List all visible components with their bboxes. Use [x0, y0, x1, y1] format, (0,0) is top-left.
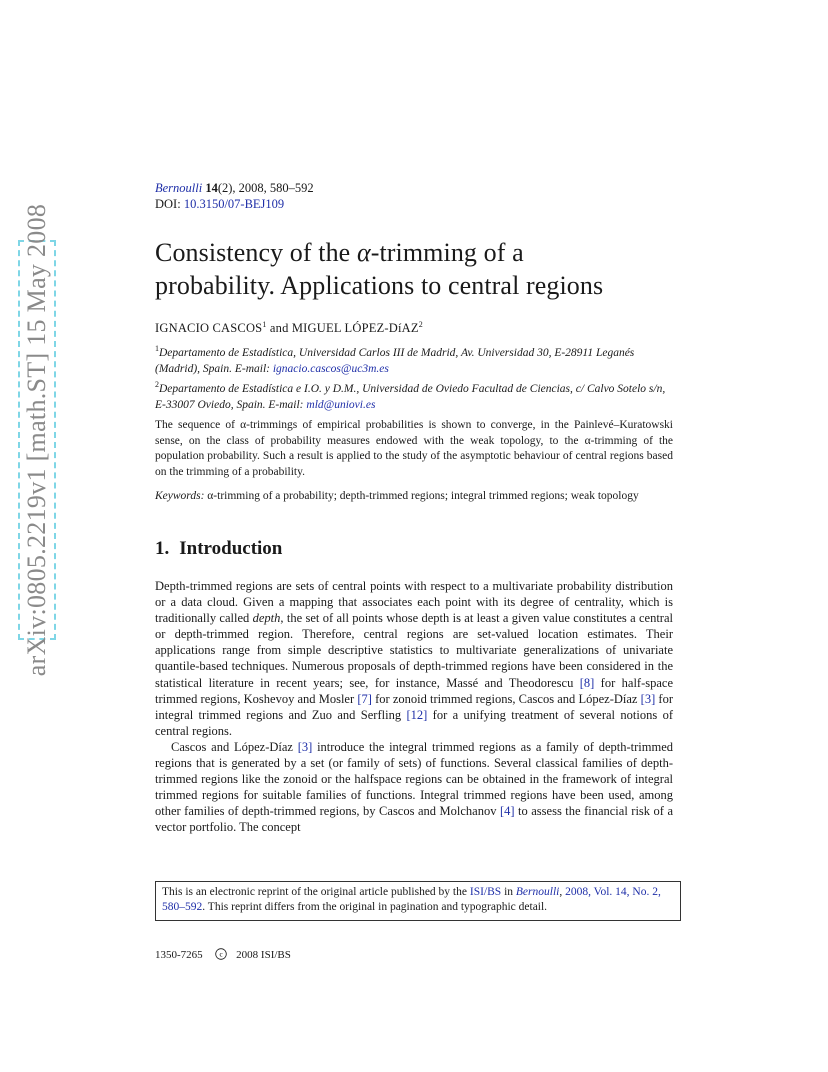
citation-link[interactable]: [8]: [579, 675, 595, 690]
keywords: [155, 489, 673, 505]
page-footer: [155, 948, 291, 961]
issn: 1350-7265: [155, 949, 203, 961]
paper-title: Consistency of the α-trimming of a probability. Applications to central regions: [155, 238, 604, 300]
reprint-notice: This is an electronic reprint of the original article published by the ISI/BS in Bernoulli, 2008, Vol. 14, No. 2, 580–592. This reprint differs from the original in pagination and typographic detail.: [155, 881, 681, 921]
journal-name-link[interactable]: Bernoulli: [155, 181, 203, 195]
email-link[interactable]: mld@uniovi.es: [306, 398, 376, 411]
citation-link[interactable]: [3]: [297, 739, 313, 754]
svg-text:c: c: [219, 950, 223, 959]
journal-link[interactable]: Bernoulli: [515, 886, 560, 898]
keywords-label: Keywords:: [155, 490, 205, 502]
journal-volume: 14: [205, 181, 218, 195]
paragraph: Depth-trimmed regions are sets of central points with respect to a multivariate probability distribution or a data cloud. Given a mapping that associates each point with its degree of centrality, which is traditionally called depth, the set of all points whose depth is at least a given value constitutes a central or depth-trimmed region. Therefore, central regions are set-valued location estimates. Their applications range from simple descriptive statistics to multivariate generalizations of univariate quantile-based techniques. Numerous proposals of depth-trimmed regions have been considered in the statistical literature in recent years; see, for instance, Massé and Theodorescu [8] for half-space trimmed regions, Koshevoy and Mosler [7] for zonoid trimmed regions, Cascos and López-Díaz [3] for integral trimmed regions and Zuo and Serfling [12] for a unifying treatment of several notions of central regions.: [155, 579, 674, 738]
abstract: The sequence of α-trimmings of empirical probabilities is shown to converge, in the Painlevé–Kuratowski sense, on the class of probability measures endowed with the weak topology, to the α-trimming of the population probability. Such a result is applied to the study of the asymptotic behaviour of central regions based on the trimming of a probability.: [155, 419, 673, 478]
section-heading: [155, 538, 282, 560]
arxiv-identifier-text: arXiv:0805.2219v1 [math.ST] 15 May 2008: [22, 203, 51, 677]
affiliation-1: $^1$Departamento de Estadística, Universidad Carlos III de Madrid, Av. Universidad 30, E-28911 Leganés (Madrid), Spain. E-mail: ignacio.cascos@uc3m.es: [155, 344, 635, 375]
publisher-link[interactable]: ISI/BS: [469, 886, 502, 898]
section-body: [155, 578, 673, 836]
affiliations: [155, 341, 673, 413]
paragraph: Cascos and López-Díaz [3] introduce the integral trimmed regions as a family of depth-trimmed regions that is generated by a set (or family of sets) of functions. Several classical families of depth-trimmed regions like the zonoid or the halfspace regions can be obtained in the framework of integral trimmed regions for suitable families of functions. Integral trimmed regions have been used, among other families of depth-trimmed regions, by Cascos and Molchanov [4] to assess the financial risk of a vector portfolio. The concept: [155, 739, 674, 835]
affiliation-2: $^2$Departamento de Estadística e I.O. y D.M., Universidad de Oviedo Facultad de Ciencias, c/ Calvo Sotelo s/n, E-33007 Oviedo, Spain. E-mail: mld@uniovi.es: [155, 379, 666, 411]
author-name: IGNACIO CASCOS: [155, 321, 263, 336]
citation-link[interactable]: [12]: [406, 707, 428, 722]
email-link[interactable]: ignacio.cascos@uc3m.es: [272, 362, 389, 375]
author-name: MIGUEL LÓPEZ-DíAZ: [291, 321, 419, 336]
copyright-icon: [215, 948, 227, 961]
journal-issue-year-pages: (2), 2008, 580–592: [217, 181, 314, 195]
section-title: Introduction: [179, 538, 283, 559]
author-list: IGNACIO CASCOS$^1$ and MIGUEL LÓPEZ-DíAZ$^2$: [155, 320, 423, 336]
journal-citation: [155, 180, 314, 212]
doi-link[interactable]: 10.3150/07-BEJ109: [183, 197, 285, 211]
section-number: 1.: [155, 538, 170, 559]
arxiv-identifier-stamp: [18, 203, 56, 677]
citation-link[interactable]: [7]: [357, 691, 372, 706]
doi-label: DOI:: [155, 197, 181, 211]
article-reference-link[interactable]: 2008, Vol. 14, No. 2, 580–592: [162, 886, 661, 914]
citation-link[interactable]: [4]: [499, 804, 515, 819]
keywords-text: α-trimming of a probability; depth-trimmed regions; integral trimmed regions; weak topology: [204, 490, 639, 502]
copyright-text: 2008 ISI/BS: [236, 949, 291, 961]
citation-link[interactable]: [3]: [640, 691, 656, 706]
